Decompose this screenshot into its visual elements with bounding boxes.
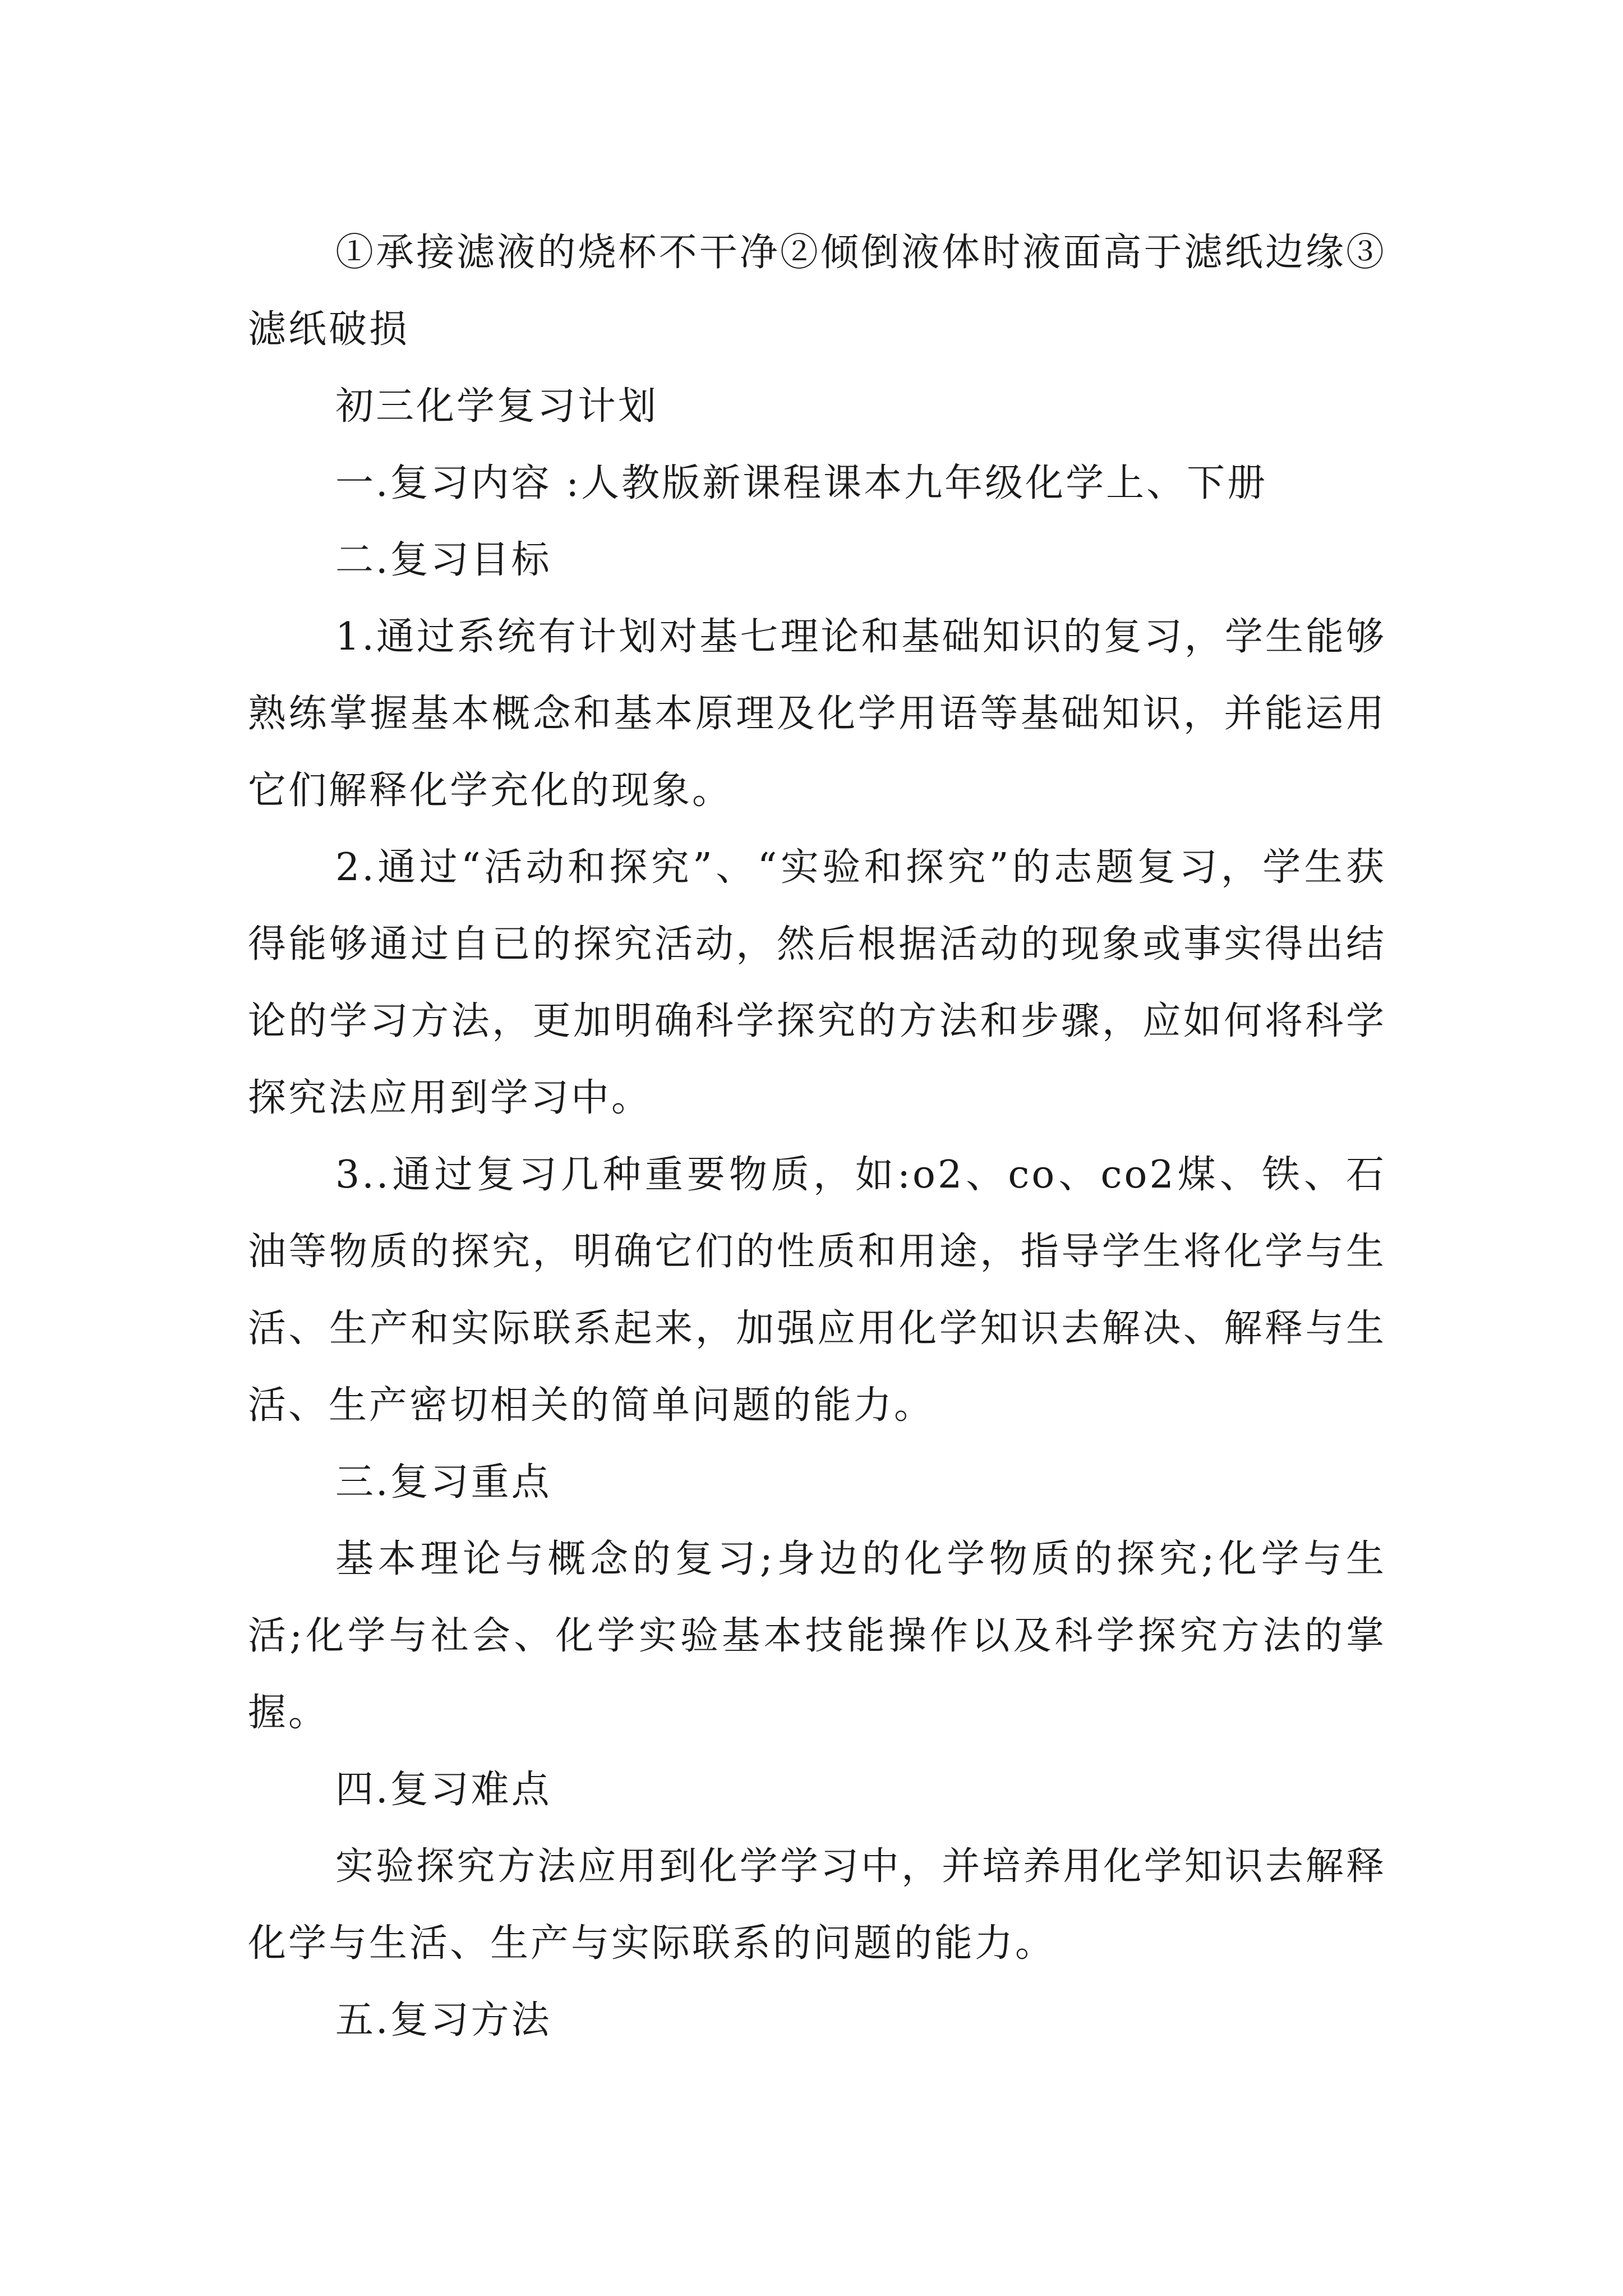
paragraph-filtration-causes: ①承接滤液的烧杯不干净②倾倒液体时液面高于滤纸边缘③滤纸破损 (248, 231, 1386, 352)
document-title: 初三化学复习计划 (335, 384, 659, 429)
paragraph-review-difficulties: 实验探究方法应用到化学学习中，并培养用化学知识去解释化学与生活、生产与实际联系的问题的能力。 (248, 1844, 1386, 1966)
section-heading-review-focus: 三.复习重点 (335, 1460, 552, 1504)
paragraph-goal-3: 3..通过复习几种重要物质，如:o2、co、co2煤、铁、石油等物质的探究，明确它们的性质和用途，指导学生将化学与生活、生产和实际联系起来，加强应用化学知识去解决、解释与生活、生产密切相关的简单问题的能力。 (248, 1153, 1386, 1428)
paragraph-review-focus: 基本理论与概念的复习;身边的化学物质的探究;化学与生活;化学与社会、化学实验基本技能操作以及科学探究方法的掌握。 (248, 1537, 1386, 1735)
section-heading-review-goals: 二.复习目标 (335, 538, 552, 582)
section-heading-review-difficulties: 四.复习难点 (335, 1768, 552, 1812)
section-heading-review-methods: 五.复习方法 (335, 1998, 552, 2042)
section-heading-review-content: 一.复习内容 :人教版新课程课本九年级化学上、下册 (335, 461, 1268, 505)
paragraph-goal-1: 1.通过系统有计划对基七理论和基础知识的复习，学生能够熟练掌握基本概念和基本原理及化学用语等基础知识，并能运用它们解释化学充化的现象。 (248, 615, 1386, 813)
paragraph-goal-2: 2.通过“活动和探究”、“实验和探究”的志题复习，学生获得能够通过自已的探究活动，然后根据活动的现象或事实得出结论的学习方法，更加明确科学探究的方法和步骤，应如何将科学探究法应用到学习中。 (248, 845, 1386, 1120)
